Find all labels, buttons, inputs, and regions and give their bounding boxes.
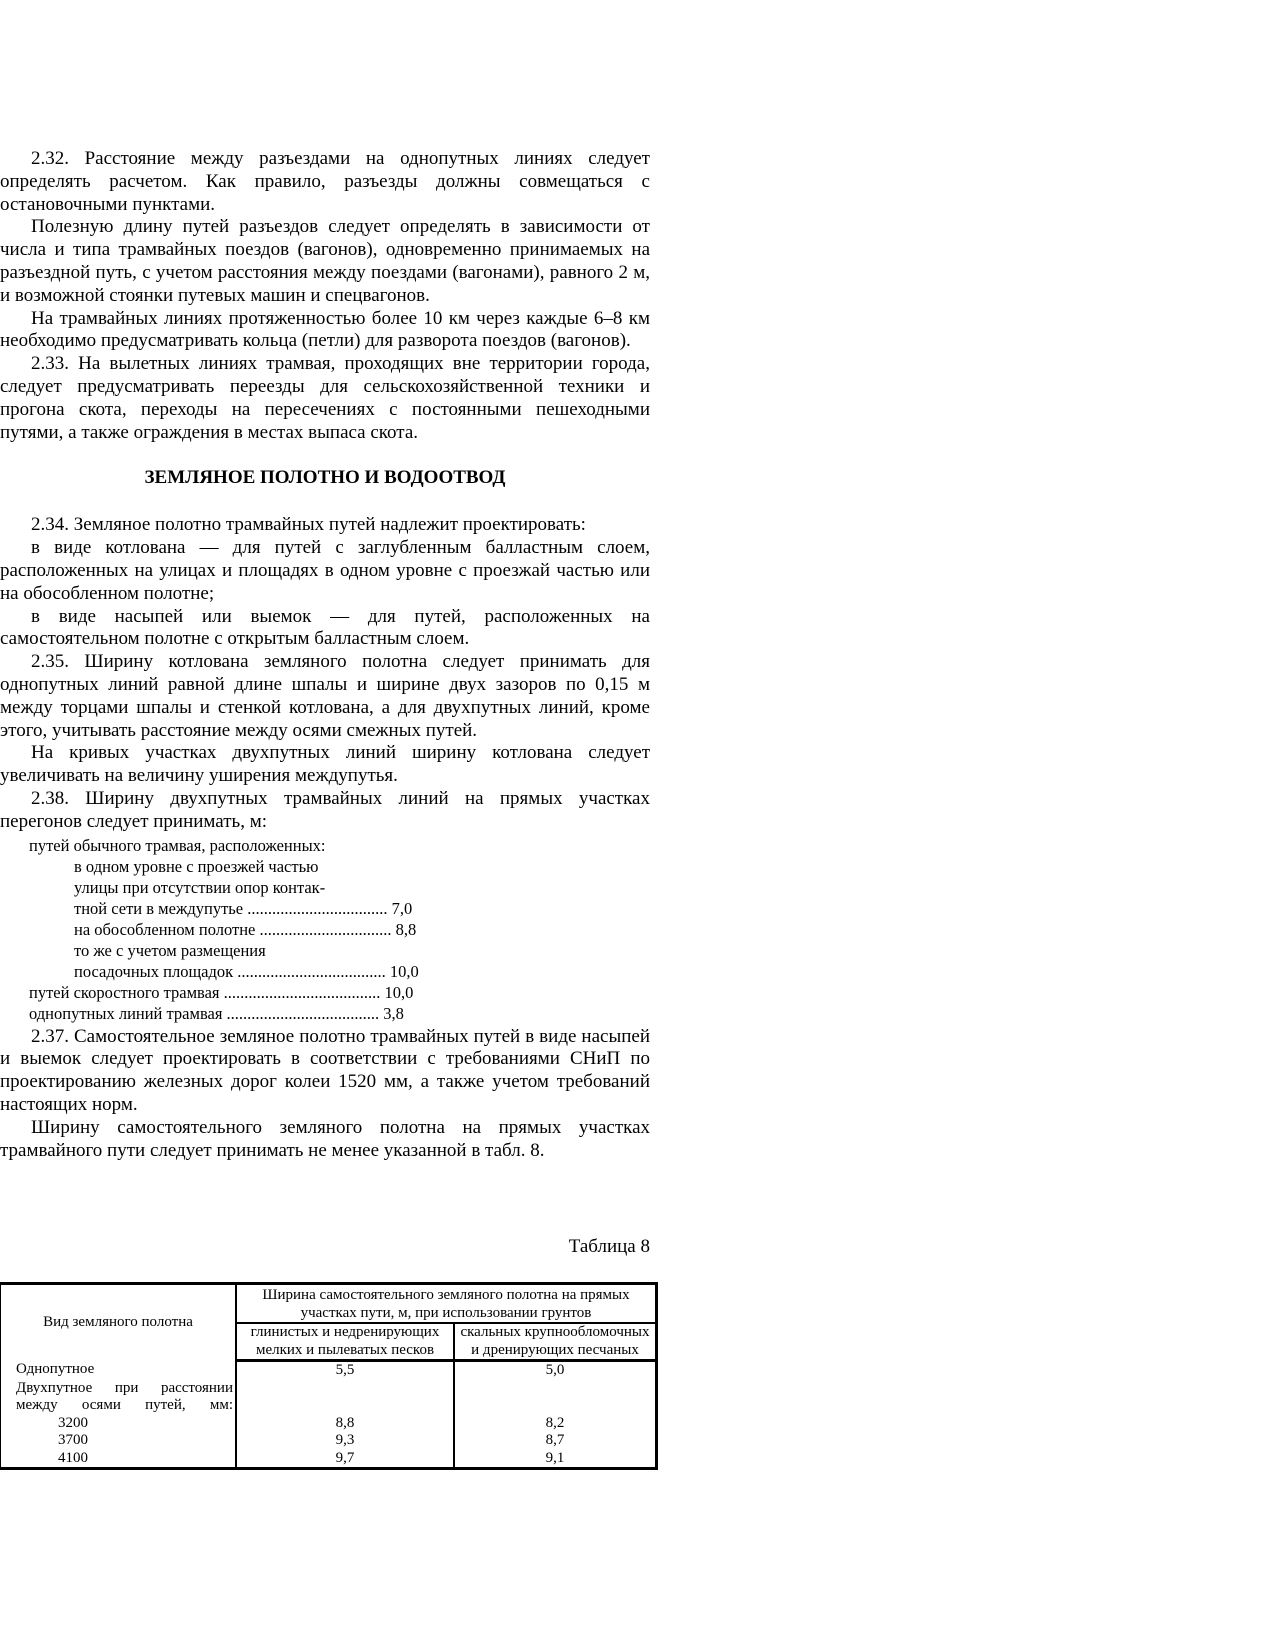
paragraph-2-33: 2.33. На вылетных линиях трамвая, проходящих вне территории города, следует предусматривать переезды для сельскохозяйственной техники и прогона скота, переходы на пересечениях с постоянными пешеходными путями, а также ограждения в местах выпаса скота. [0, 353, 650, 443]
list-item: путей скоростного трамвая ...................................... 10,0 [29, 982, 414, 1002]
table-cell-value: 9,7 [236, 1450, 454, 1469]
table-cell-label: 3700 [0, 1432, 236, 1450]
paragraph-2-35: 2.35. Ширину котлована земляного полотна следует принимать для однопутных линий равной длине шпалы и ширине двух зазоров по 0,15 м между торцами шпалы и стенкой котлована, а для двухпутных линий, кроме этого, учитывать расстояние между осями смежных путей. [0, 651, 650, 741]
table-caption: Таблица 8 [568, 1236, 650, 1257]
paragraph-2-32: 2.32. Расстояние между разъездами на однопутных линиях следует определять расчетом. Как правило, разъезды должны совмещаться с остановочными пунктами. [0, 148, 650, 215]
list-item: посадочных площадок .................................... 10,0 [74, 961, 419, 981]
table-cell-value: 5,5 [236, 1361, 454, 1380]
table-cell-value: 9,3 [236, 1432, 454, 1450]
table-cell-value: 8,8 [236, 1415, 454, 1433]
list-item: однопутных линий трамвая ..................................... 3,8 [29, 1003, 404, 1023]
table-row [0, 1415, 657, 1433]
table-cell-value: 5,0 [545, 1362, 565, 1378]
paragraph-2-34: 2.34. Земляное полотно трамвайных путей надлежит проектировать: [31, 514, 586, 536]
table-cell-value: 8,2 [545, 1414, 565, 1431]
paragraph-pit: в виде котлована — для путей с заглубленным балластным слоем, расположенных на улицах и площадях в одном уровне с проезжай частью или на обособленном полотне; [0, 537, 650, 604]
paragraph-curves: На кривых участках двухпутных линий ширину котлована следует увеличивать на величину уширения междупутья. [0, 742, 650, 787]
table-cell-label: Двухпутное при расстоянии между осями путей, мм: [0, 1380, 236, 1415]
paragraph-2-37: 2.37. Самостоятельное земляное полотно трамвайных путей в виде насыпей и выемок следует проектировать в соответствии с требованиями СНиП по проектированию железных дорог колеи 1520 мм, а также учетом требований настоящих норм. [0, 1025, 650, 1115]
paragraph-useful-length: Полезную длину путей разъездов следует определять в зависимости от числа и типа трамвайных поездов (вагонов), одновременно принимаемых на разъездной путь, с учетом расстояния между поездами (вагонами), равного 2 м, и возможной стоянки путевых машин и спецвагонов. [0, 216, 650, 306]
table-row [0, 1450, 657, 1469]
table-cell-value: 9,1 [545, 1449, 565, 1466]
table-head-col2: скальных крупнообломочных и дренирующих песчаных [454, 1323, 657, 1361]
table-head-left: Вид земляного полотна [0, 1284, 236, 1361]
table-cell-label: 3200 [0, 1415, 236, 1433]
paragraph-loops: На трамвайных линиях протяженностью более 10 км через каждые 6–8 км необходимо предусматривать кольца (петли) для разворота поездов (вагонов). [0, 307, 650, 352]
table-row [0, 1361, 657, 1380]
table-row [0, 1380, 657, 1415]
table-row [0, 1432, 657, 1450]
width-list [0, 835, 650, 1024]
list-item: то же с учетом размещения [74, 940, 266, 960]
list-item: путей обычного трамвая, расположенных: [29, 835, 326, 855]
paragraph-embankment: в виде насыпей или выемок — для путей, расположенных на самостоятельном полотне с открытым балластным слоем. [0, 605, 650, 650]
paragraph-table-ref: Ширину самостоятельного земляного полотна на прямых участках трамвайного пути следует принимать не менее указанной в табл. 8. [0, 1116, 650, 1161]
paragraph-2-38: 2.38. Ширину двухпутных трамвайных линий на прямых участках перегонов следует принимать, м: [0, 787, 650, 832]
main-text-column [0, 148, 650, 1162]
table-head-top: Ширина самостоятельного земляного полотна на прямых участках пути, м, при использовании грунтов [236, 1284, 657, 1324]
list-item: в одном уровне с проезжей частью [74, 856, 319, 876]
list-item: тной сети в междупутье .................................. 7,0 [74, 898, 413, 918]
table-cell-value: 8,7 [545, 1432, 565, 1448]
section-heading: ЗЕМЛЯНОЕ ПОЛОТНО И ВОДООТВОД [144, 467, 506, 489]
table-cell-label: 4100 [0, 1450, 236, 1469]
list-item: улицы при отсутствии опор контак- [74, 877, 326, 897]
table-8 [0, 1282, 658, 1470]
table-head-col1: глинистых и недренирующих мелких и пылеватых песков [236, 1323, 454, 1361]
table-cell-label: Однопутное [0, 1361, 236, 1380]
list-item: на обособленном полотне ................................ 8,8 [74, 919, 417, 939]
